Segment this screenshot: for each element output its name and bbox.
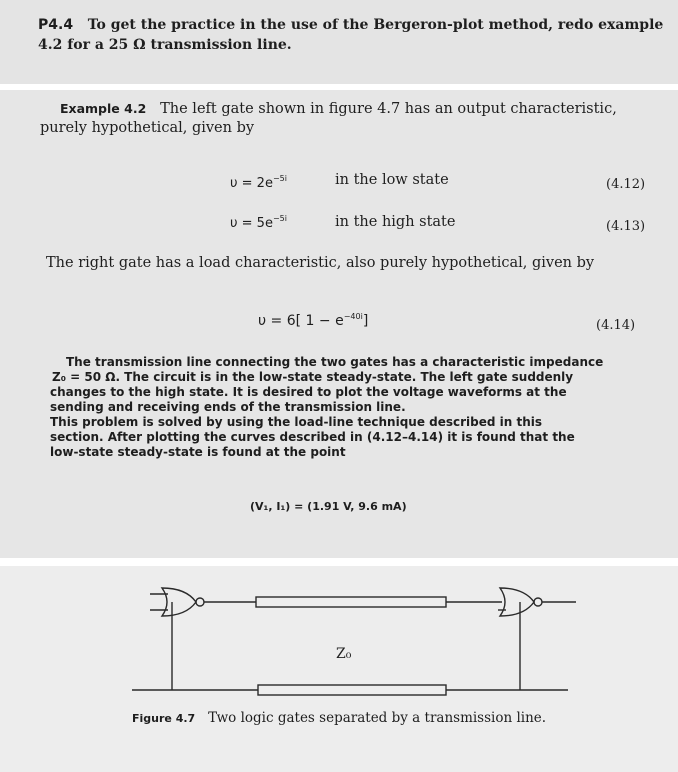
left-gate-bubble <box>196 598 204 606</box>
problem-text-1: To get the practice in the use of the Bergeron-plot method, redo example <box>87 17 664 33</box>
equation-4-14-number: (4.14) <box>596 318 636 333</box>
problem-line-1 <box>38 16 663 34</box>
body-line-1: The transmission line connecting the two gates has a characteristic impedance <box>66 355 604 369</box>
right-nor-gate <box>500 588 534 616</box>
equation-4-13-desc: in the high state <box>335 214 456 230</box>
left-nor-gate <box>162 588 196 616</box>
example-label: Example 4.2 <box>60 101 147 116</box>
right-gate-bubble <box>534 598 542 606</box>
equation-4-13-number: (4.13) <box>606 219 646 234</box>
example-text-1: The left gate shown in figure 4.7 has an output characteristic, <box>160 101 617 117</box>
line-bottom-conductor <box>258 685 446 695</box>
line-top-conductor <box>256 597 446 607</box>
equation-4-12-desc: in the low state <box>335 172 449 188</box>
body-line-3: changes to the high state. It is desired to plot the voltage waveforms at the <box>50 385 567 399</box>
equation-4-14: υ = 6[ $1 - e^{-40i}$] <box>258 312 369 329</box>
figure-caption-label: Figure 4.7 <box>132 712 196 725</box>
body-line-7: low-state steady-state is found at the point <box>50 445 346 459</box>
figure-diagram <box>0 566 678 772</box>
equation-4-12-number: (4.12) <box>606 177 646 192</box>
body-line-6: section. After plotting the curves described in (4.12–4.14) it is found that the <box>50 430 575 444</box>
problem-text-2: 4.2 for a 25 Ω transmission line. <box>38 37 292 53</box>
body-line-4: sending and receiving ends of the transmission line. <box>50 400 406 414</box>
figure-caption-text: Two logic gates separated by a transmission line. <box>208 710 547 726</box>
problem-label: P4.4 <box>38 17 74 33</box>
equation-4-12: $\upsilon = 2e^{-5i}$ <box>230 174 287 191</box>
body-line-5: This problem is solved by using the load-line technique described in this <box>50 415 543 429</box>
z0-label: Z₀ <box>336 646 352 662</box>
steady-state-point: (V₁, I₁) = (1.91 V, 9.6 mA) <box>250 500 407 513</box>
body-line-2: Z₀ = 50 Ω. The circuit is in the low-state steady-state. The left gate suddenly <box>52 370 574 384</box>
problem-panel <box>0 0 678 84</box>
figure-caption <box>132 710 546 726</box>
example-line-1 <box>60 100 617 118</box>
example-text-2: purely hypothetical, given by <box>40 120 255 136</box>
right-gate-text: The right gate has a load characteristic, also purely hypothetical, given by <box>46 255 595 271</box>
equation-4-13: $\upsilon = 5e^{-5i}$ <box>230 214 287 231</box>
